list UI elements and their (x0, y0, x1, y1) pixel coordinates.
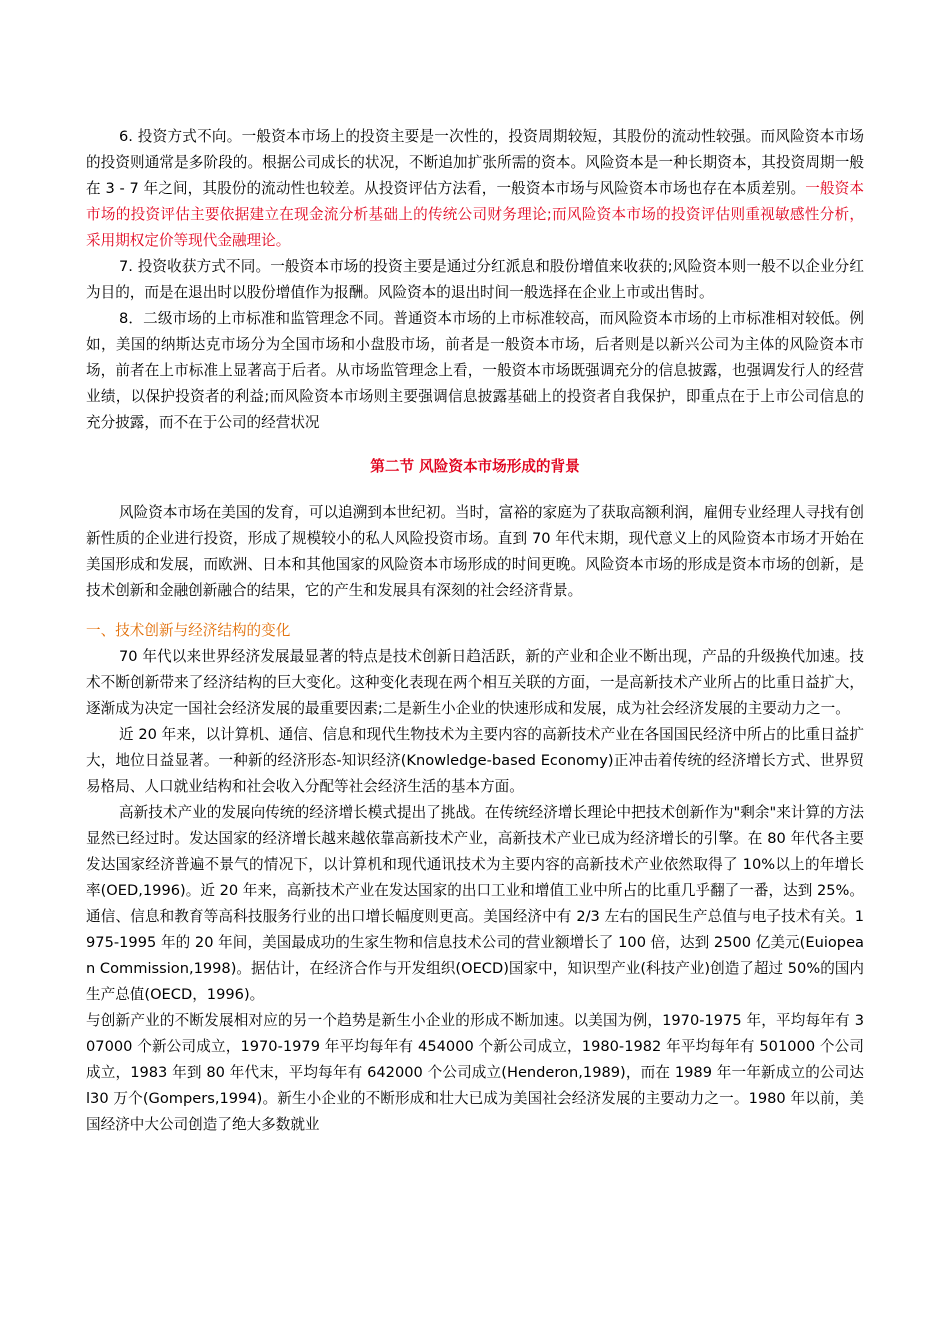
paragraph-7: 7. 投资收获方式不同。一般资本市场的投资主要是通过分红派息和股份增值来收获的;风险资本则一般不以企业分红为目的，而是在退出时以股份增值作为报酬。风险资本的退出时间一般选择在企业上市或出售时。 (86, 258, 864, 301)
paragraph-8: 8．二级市场的上市标准和监管理念不同。普通资本市场的上市标准较高，而风险资本市场的上市标准相对较低。例如，美国的纳斯达克市场分为全国市场和小盘股市场，前者是一般资本市场，后者则是以新兴公司为主体的风险资本市场，前者在上市标准上显著高于后者。从市场监管理念上看，一般资本市场既强调充分的信息披露，也强调发行人的经营业绩，以保护投资者的利益;而风险资本市场则主要强调信息披露基础上的投资者自我保护，即重点在于上市公司信息的充分披露，而不在于公司的经营状况 (86, 310, 864, 431)
body-paragraph-4: 与创新产业的不断发展相对应的另一个趋势是新生小企业的形成不断加速。以美国为例，1970-1975 年，平均每年有 307000 个新公司成立，1970-1979 年平均每年有 454000 个新公司成立，1980-1982 年平均每年有 501000 个公司成立，1983 年到 80 年代末，平均每年有 642000 个公司成立(Henderon,1989)，而在 1989 年一年新成立的公司达 l30 万个(Gompers,1994)。新生小企业的不断形成和壮大已成为美国社会经济发展的主要动力之一。1980 年以前，美国经济中大公司创造了绝大多数就业 (86, 1012, 864, 1133)
paragraph-6-highlight: 一般资本市场的投资评估主要依据建立在现金流分析基础上的传统公司财务理论;而风险资本市场的投资评估则重视敏感性分析，采用期权定价等现代金融理论。 (86, 180, 864, 249)
subsection-title: 一、技术创新与经济结构的变化 (86, 622, 291, 639)
paragraph-6-text: 6. 投资方式不向。一般资本市场上的投资主要是一次性的，投资周期较短，其股份的流动性较强。而风险资本市场的投资则通常是多阶段的。根据公司成长的状况，不断追加扩张所需的资本。风险资本是一种长期资本，其投资周期一般在 3 - 7 年之间，其股份的流动性也较差。从投资评估方法看，一般资本市场与风险资本市场也存在本质差别。 (86, 128, 864, 197)
body-paragraph-2: 近 20 年来，以计算机、通信、信息和现代生物技术为主要内容的高新技术产业在各国国民经济中所占的比重日益扩大，地位日益显著。一种新的经济形态-知识经济(Knowledge-based Economy)正冲击着传统的经济增长方式、世界贸易格局、人口就业结构和社会收入分配等社会经济生活的基本方面。 (86, 726, 864, 795)
body-paragraph-1: 70 年代以来世界经济发展最显著的特点是技术创新日趋活跃，新的产业和企业不断出现，产品的升级换代加速。技术不断创新带来了经济结构的巨大变化。这种变化表现在两个相互关联的方面，一是高新技术产业所占的比重日益扩大，逐渐成为决定一国社会经济发展的最重要因素;二是新生小企业的快速形成和发展，成为社会经济发展的主要动力之一。 (86, 648, 864, 717)
body-paragraph-3: 高新技术产业的发展向传统的经济增长模式提出了挑战。在传统经济增长理论中把技术创新作为"剩余"来计算的方法显然已经过时。发达国家的经济增长越来越依靠高新技术产业，高新技术产业已成为经济增长的引擎。在 80 年代各主要发达国家经济普遍不景气的情况下，以计算机和现代通讯技术为主要内容的高新技术产业依然取得了 10%以上的年增长率(OED,1996)。近 20 年来，高新技术产业在发达国家的出口工业和增值工业中所占的比重几乎翻了一番，达到 25%。通信、信息和教育等高科技服务行业的出口增长幅度则更高。美国经济中有 2/3 左右的国民生产总值与电子技术有关。1975-1995 年的 20 年间，美国最成功的生家生物和信息技术公司的营业额增长了 100 倍，达到 2500 亿美元(Euiopean Commission,1998)。据估计，在经济合作与开发组织(OECD)国家中，知识型产业(科技产业)创造了超过 50%的国内生产总值(OECD，1996)。 (86, 804, 864, 1003)
paragraph-6 (86, 124, 864, 254)
section-title: 第二节 风险资本市场形成的背景 (370, 458, 580, 475)
intro-paragraph: 风险资本市场在美国的发育，可以追溯到本世纪初。当时，富裕的家庭为了获取高额利润，雇佣专业经理人寻找有创新性质的企业进行投资，形成了规模较小的私人风险投资市场。直到 70 年代末期，现代意义上的风险资本市场才开始在美国形成和发展，而欧洲、日本和其他国家的风险资本市场形成的时间更晚。风险资本市场的形成是资本市场的创新，是技术创新和金融创新融合的结果，它的产生和发展具有深刻的社会经济背景。 (86, 504, 864, 599)
document-page (86, 124, 864, 1138)
